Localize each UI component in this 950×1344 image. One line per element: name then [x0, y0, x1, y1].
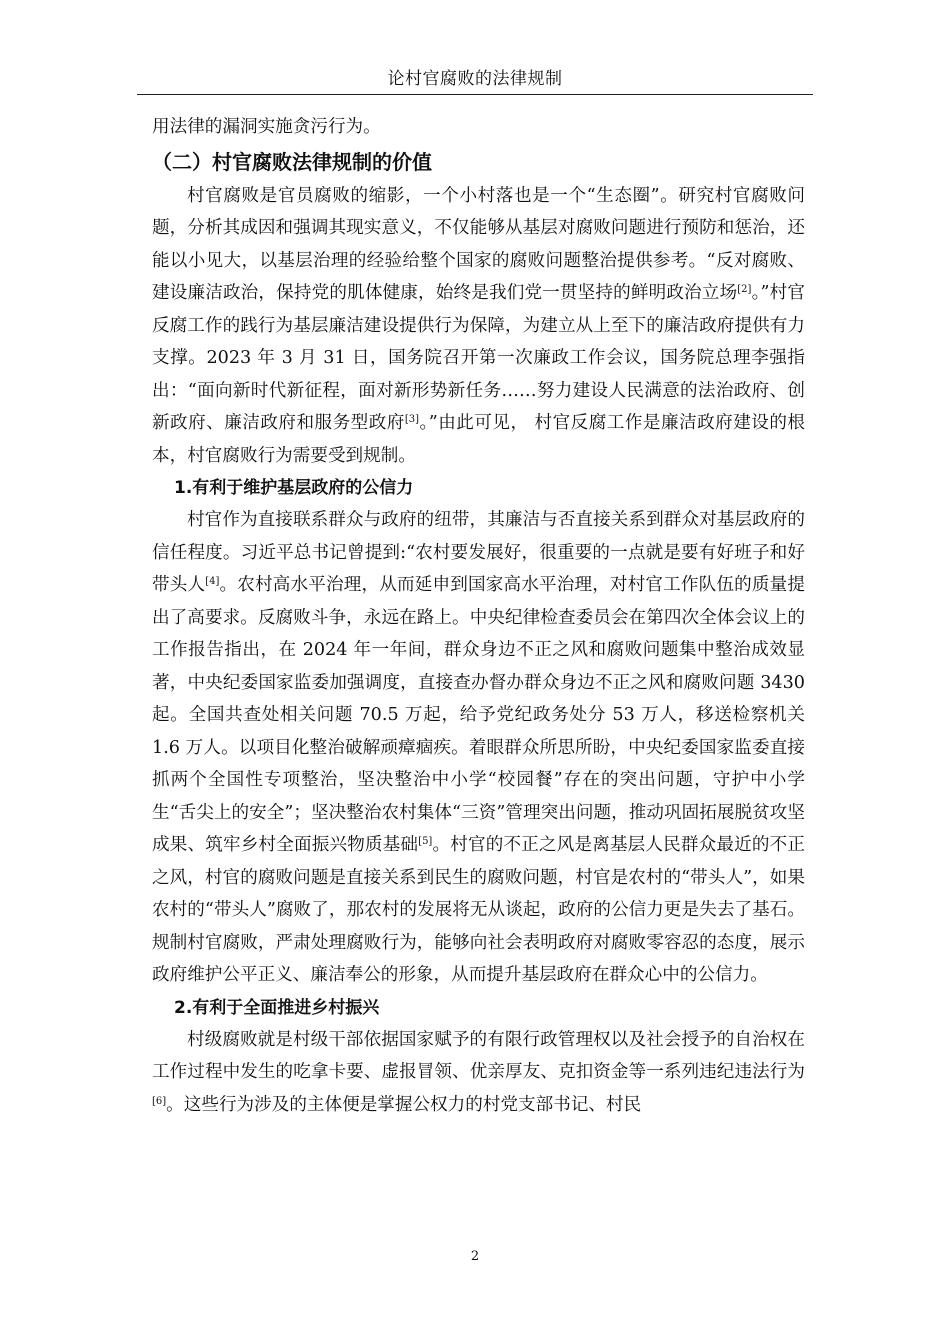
paragraph-2-part-1: 村官作为直接联系群众与政府的纽带，其廉洁与否直接关系到群众对基层政府的信任程度。习近平总书记曾提到:“农村要发展好，很重要的一点就是要有好班子和好带头人 — [152, 510, 805, 595]
paragraph-1 — [152, 180, 805, 473]
paragraph-3-part-2: 。这些行为涉及的主体便是掌握公权力的村党支部书记、村民 — [166, 1094, 642, 1115]
page-body — [152, 111, 805, 1121]
paragraph-3 — [152, 1024, 805, 1122]
running-header: 论村官腐败的法律规制 — [137, 66, 813, 95]
paragraph-1-part-1: 村官腐败是官员腐败的缩影，一个小村落也是一个“生态圈”。研究村官腐败问题，分析其成因和强调其现实意义，不仅能够从基层对腐败问题进行预防和惩治，还能以小见大，以基层治理的经验给整个国家的腐败问题整治提供参考。“反对腐败、建设廉洁政治，保持党的肌体健康，始终是我们党一贯坚持的鲜明政治立场 — [152, 185, 805, 303]
paragraph-3-part-1: 村级腐败就是村级干部依据国家赋予的有限行政管理权以及社会授予的自治权在工作过程中发生的吃拿卡要、虚报冒领、优亲厚友、克扣资金等一系列违纪违法行为 — [152, 1029, 805, 1082]
paragraph-1-part-3: 。”由此可见， 村官反腐工作是廉洁政府建设的根本，村官腐败行为需要受到规制。 — [152, 413, 805, 466]
paragraph-1-part-2: 。”村官反腐工作的践行为基层廉洁建设提供行为保障，为建立从上至下的廉洁政府提供有力支撑。2023 年 3 月 31 日，国务院召开第一次廉政工作会议，国务院总理李强指出：“面向新时代新征程，面对新形势新任务……努力建设人民满意的法治政府、创新政府、廉洁政府和服务型政府 — [152, 283, 805, 433]
citation-4[interactable]: [4] — [205, 576, 220, 587]
section-heading: （二）村官腐败法律规制的价值 — [152, 149, 432, 174]
paragraph-2-part-2: 。农村高水平治理，从而延申到国家高水平治理，对村官工作队伍的质量提出了高要求。反腐败斗争，永远在路上。中央纪律检查委员会在第四次全体会议上的工作报告指出，在 2024 年一年间，群众身边不正之风和腐败问题集中整治成效显著，中央纪委国家监委加强调度，直接查办督办群众身边不正之风和腐败问题 3430 起。全国共查处相关问题 70.5 万起，给予党纪政务处分 53 万人，移送检察机关 1.6 万人。以项目化整治破解顽瘴痼疾。着眼群众所思所盼，中央纪委国家监委直接抓两个全国性专项整治，坚决整治中小学“校园餐”存在的突出问题，守护中小学生“舌尖上的安全”；坚决整治农村集体“三资”管理突出问题，推动巩固拓展脱贫攻坚成果、筑牢乡村全面振兴物质基础 — [152, 575, 805, 855]
paragraph-2-part-3: 。村官的不正之风是离基层人民群众最近的不正之风，村官的腐败问题是直接关系到民生的腐败问题，村官是农村的“带头人”，如果农村的“带头人”腐败了，那农村的发展将无从谈起，政府的公信力更是失去了基石。规制村官腐败，严肃处理腐败行为，能够向社会表明政府对腐败零容忍的态度，展示政府维护公平正义、廉洁奉公的形象，从而提升基层政府在群众心中的公信力。 — [152, 835, 805, 985]
citation-6[interactable]: [6] — [152, 1095, 167, 1107]
carryover-text: 用法律的漏洞实施贪污行为。 — [152, 117, 381, 137]
citation-3[interactable]: [3] — [404, 414, 420, 425]
citation-2[interactable]: [2] — [737, 284, 752, 295]
subheading-2: 2.有利于全面推进乡村振兴 — [174, 997, 380, 1018]
page-number: 2 — [470, 1249, 480, 1264]
subheading-1: 1.有利于维护基层政府的公信力 — [174, 478, 414, 498]
citation-5[interactable]: [5] — [418, 836, 433, 847]
paragraph-2 — [152, 504, 805, 992]
